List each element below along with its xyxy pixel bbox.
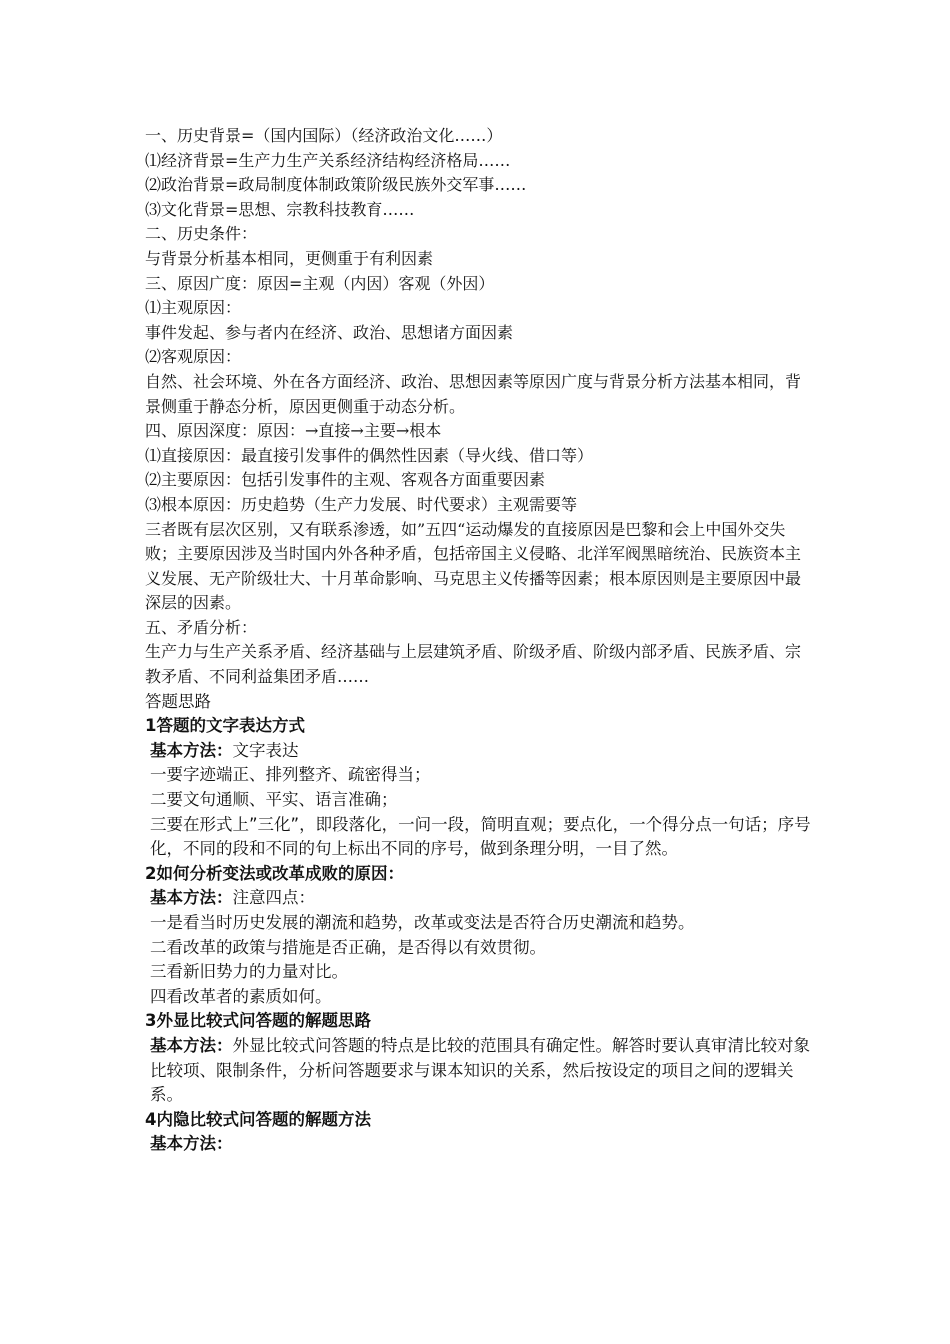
section-2-body: 与背景分析基本相同，更侧重于有利因素 [145,248,434,268]
q1-method-label: 基本方法： [150,740,233,760]
section-1-item-1: ⑴经济背景=生产力生产关系经济结构经济格局…… [145,150,511,170]
q2-point-3: 三看新旧势力的力量对比。 [150,962,348,982]
q4-method-label: 基本方法： [150,1134,233,1154]
q2-point-1: 一是看当时历史发展的潮流和趋势，改革或变法是否符合历史潮流和趋势。 [150,913,695,932]
section-4-item-2: ⑵主要原因：包括引发事件的主观、客观各方面重要因素 [145,470,546,490]
q2-method-label: 基本方法： [150,888,233,908]
section-3-objective-body: 自然、社会环境、外在各方面经济、政治、思想因素等原因广度与背景分析方法基本相同，背景侧重于静态分析，原因更侧重于动态分析。 [145,371,802,416]
section-1-item-3: ⑶文化背景=思想、宗教科技教育…… [145,199,415,219]
section-5-body: 生产力与生产关系矛盾、经济基础与上层建筑矛盾、阶级矛盾、阶级内部矛盾、民族矛盾、宗教矛盾、不同利益集团矛盾…… [145,642,802,687]
answer-section-title: 答题思路 [145,691,211,711]
q2-method [145,886,815,911]
section-4-item-3: ⑶根本原因：历史趋势（生产力发展、时代要求）主观需要等 [145,494,578,514]
section-1-item-2: ⑵政治背景=政局制度体制政策阶级民族外交军事…… [145,175,527,195]
q2-heading: 2如何分析变法或改革成败的原因： [145,863,404,883]
q1-point-3: 三要在形式上”三化”，即段落化，一问一段，简明直观；要点化，一个得分点一句话；序号化，不同的段和不同的句上标出不同的序号，做到条理分明，一目了然。 [150,814,811,859]
q2-method-text: 注意四点： [232,888,315,908]
section-2-title: 二、历史条件： [145,224,258,244]
section-3-objective-label: ⑵客观原因： [145,347,242,367]
q1-heading: 1答题的文字表达方式 [145,716,305,736]
section-4-item-1: ⑴直接原因：最直接引发事件的偶然性因素（导火线、借口等） [145,445,594,465]
q1-method [145,739,815,764]
section-5-title: 五、矛盾分析： [145,617,258,637]
q4-heading: 4内隐比较式问答题的解题方法 [145,1109,371,1129]
q2-point-4: 四看改革者的素质如何。 [150,986,332,1006]
section-4-title: 四、原因深度：原因：→直接→主要→根本 [145,421,442,441]
q2-point-2: 二看改革的政策与措施是否正确，是否得以有效贯彻。 [150,937,546,957]
section-1-title: 一、历史背景=（国内国际）（经济政治文化……） [145,126,503,145]
section-3-subjective-label: ⑴主观原因： [145,298,242,318]
q4-method [145,1132,815,1157]
q1-point-1: 一要字迹端正、排列整齐、疏密得当； [150,765,431,785]
q1-point-2: 二要文句通顺、平实、语言准确； [150,790,398,810]
document-page [145,124,815,1157]
section-3-title: 三、原因广度：原因=主观（内因）客观（外因） [145,273,495,293]
section-4-body: 三者既有层次区别，又有联系渗透，如”五四“运动爆发的直接原因是巴黎和会上中国外交失败；主要原因涉及当时国内外各种矛盾，包括帝国主义侵略、北洋军阀黑暗统治、民族资本主义发展、无产阶级壮大、十月革命影响、马克思主义传播等因素；根本原因则是主要原因中最深层的因素。 [145,519,802,613]
q3-method-text: 外显比较式问答题的特点是比较的范围具有确定性。解答时要认真审清比较对象比较项、限制条件，分析问答题要求与课本知识的关系，然后按设定的项目之间的逻辑关系。 [150,1035,810,1105]
q3-heading: 3外显比较式问答题的解题思路 [145,1011,371,1031]
q1-method-text: 文字表达 [232,740,299,760]
q3-method [145,1034,815,1108]
section-3-subjective-body: 事件发起、参与者内在经济、政治、思想诸方面因素 [145,322,514,342]
q3-method-label: 基本方法： [150,1035,233,1055]
